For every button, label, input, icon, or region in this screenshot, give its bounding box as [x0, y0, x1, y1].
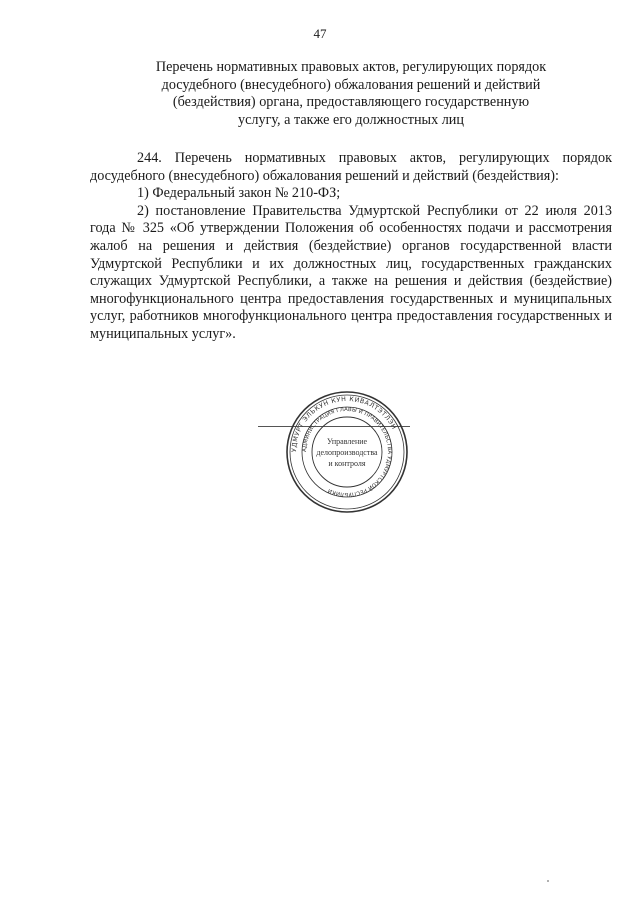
document-body: [90, 150, 612, 344]
heading-line: (бездействия) органа, предоставляющего государственную: [172, 94, 530, 110]
heading-line: досудебного (внесудебного) обжалования решений и действий: [161, 76, 541, 93]
official-stamp: [285, 390, 409, 514]
document-heading: [90, 59, 612, 129]
stamp-center-line: Управление: [326, 437, 368, 446]
page-number: 47: [313, 26, 327, 41]
stamp-center-line: и контроля: [328, 459, 366, 468]
paragraph-item-1: 1) Федеральный закон № 210-ФЗ;: [137, 185, 341, 202]
paragraph-244-intro: 244. Перечень нормативных правовых актов, регулирующих порядок досудебного (внесудебного) обжалования решений и действий (бездействия):: [90, 150, 612, 184]
stamp-outer-text: УДМУРТ ЭЛЬКУН КУН КИВАЛТЭТЛЭН: [290, 395, 398, 453]
stamp-inner-text: АДМИНИСТРАЦИЯ ГЛАВЫ И ПРАВИТЕЛЬСТВА УДМУРТСКОЙ РЕСПУБЛИКИ: [301, 406, 393, 498]
heading-line: Перечень нормативных правовых актов, регулирующих порядок: [155, 59, 547, 75]
paragraph-item-2: 2) постановление Правительства Удмуртской Республики от 22 июля 2013 года № 325 «Об утверждении Положения об особенностях подачи и рассмотрения жалоб на решения и действия (бездействие) органов государственной власти Удмуртской Республики и их должностных лиц, государственных гражданских служащих Удмуртской Республики, а также на решения и действия (бездействие) многофункционального центра предоставления государственных и муниципальных услуг, работников многофункционального центра предоставления государственных и муниципальных услуг».: [90, 202, 612, 342]
scan-speck: [547, 880, 549, 882]
stamp-center-line: делопроизводства: [316, 448, 378, 457]
stamp-seal-icon: [285, 390, 409, 514]
heading-line: услугу, а также его должностных лиц: [238, 111, 464, 128]
